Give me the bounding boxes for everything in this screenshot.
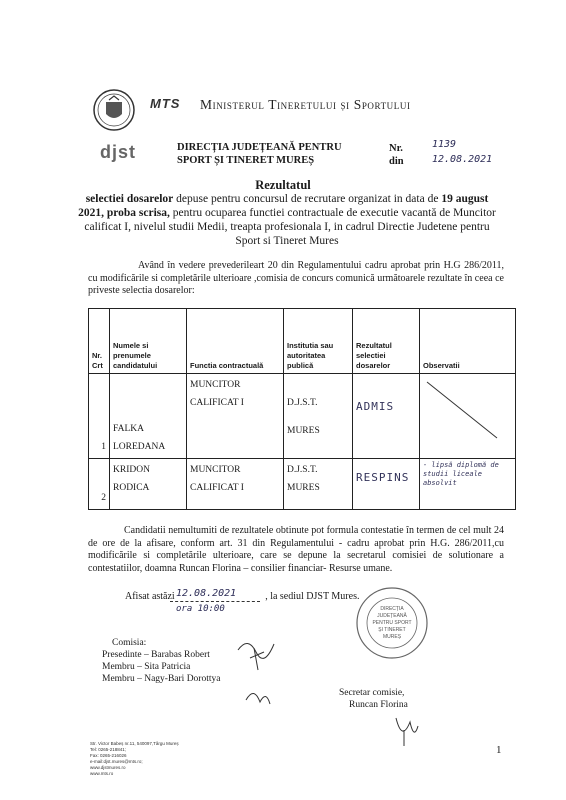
intro-paragraph: Având în vedere prevederileart 20 din Regulamentului cadru aprobat prin H.G 286/2011, cu modificările si completările ulterioare ,comisia de concurs comunică următoarele rezultate în ceea ce priveste selectia dosarelor: xyxy=(88,260,504,296)
page-number: 1 xyxy=(496,744,502,756)
row-institution-line2: MURES xyxy=(287,483,320,493)
subject-part3: 19 august 2021, proba scrisa, xyxy=(78,193,489,219)
djst-logo: djst xyxy=(100,142,137,162)
row-observations xyxy=(420,459,516,510)
commission-member: Membru – Nagy-Bari Dorottya xyxy=(102,674,221,684)
row-result-value: ADMIS xyxy=(356,400,395,413)
date-underline xyxy=(170,601,260,602)
row-function xyxy=(187,459,284,510)
registration-number: 1139 xyxy=(432,139,457,150)
address-line: Tel: 0265-218841; xyxy=(90,747,127,752)
header-name: Numele si prenumele candidatului xyxy=(110,309,187,374)
row-function xyxy=(187,374,284,459)
row-observations xyxy=(420,374,516,459)
row-name-line2: LOREDANA xyxy=(113,442,166,452)
subject-part4: pentru ocuparea functiei contractuale de executie vacantă de Muncitor calificat I, nivelul studii Medii, treapta profesionala I, in cadrul Directie Judetene pentru Sport si Tineret Mures xyxy=(84,207,496,247)
commission-member: Membru – Sita Patricia xyxy=(102,662,191,672)
results-table xyxy=(88,308,516,510)
table-header-row xyxy=(89,309,516,374)
stamp-line2: JUDEȚEANĂ xyxy=(377,613,407,619)
stamp-line4: ȘI TINERET xyxy=(378,627,406,633)
document-title: Rezultatul xyxy=(255,178,311,192)
row-name-line1: FALKA xyxy=(113,424,144,434)
table-row xyxy=(89,374,516,459)
strike-line xyxy=(423,376,503,446)
official-stamp xyxy=(355,586,429,660)
posted-suffix: , la sediul DJST Mures. xyxy=(265,591,360,602)
posted-prefix: Afisat astăzi xyxy=(125,591,175,602)
header-institution: Institutia sau autoritatea publică xyxy=(284,309,353,374)
secretary-name: Runcan Florina xyxy=(349,700,408,710)
posted-time: ora 10:00 xyxy=(176,604,225,614)
secretary-block xyxy=(339,687,408,711)
subject-part2: depuse pentru concursul de recrutare organizat in data de xyxy=(173,193,442,205)
document-subject xyxy=(72,192,502,248)
address-line: Str. Victor Babeș nr.11, 540097,Târgu Mureș xyxy=(90,741,179,746)
row-result xyxy=(353,459,420,510)
secretary-signature xyxy=(392,712,422,748)
directorate-name: DIRECȚIA JUDEȚEANĂ PENTRU SPORT ȘI TINERET MUREȘ xyxy=(177,142,342,166)
row-name-line2: RODICA xyxy=(113,483,150,493)
address-line: www.mts.ro xyxy=(90,771,114,776)
header-result: Rezultatul selectiei dosarelor xyxy=(353,309,420,374)
address-block xyxy=(90,741,179,777)
commission-block xyxy=(102,637,221,685)
stamp-line5: MUREȘ xyxy=(382,634,402,640)
row-result-value: RESPINS xyxy=(356,471,410,484)
address-line: Fax: 0265-216026 xyxy=(90,753,127,758)
header-nr: Nr. Crt xyxy=(89,309,110,374)
address-line: www.djstmures.ro xyxy=(90,765,126,770)
stamp-line1: DIRECȚIA xyxy=(380,606,404,612)
subject-part1: selectiei dosarelor xyxy=(85,193,174,205)
row-institution-line1: D.J.S.T. xyxy=(287,398,318,408)
row-nr: 2 xyxy=(89,459,110,510)
row-observations-text: - lipsă diplomă de studii liceale absolvit xyxy=(423,461,499,487)
commission-title: Comisia: xyxy=(112,638,147,648)
commission-member: Presedinte – Barabas Robert xyxy=(102,650,210,660)
row-result xyxy=(353,374,420,459)
ministry-name: Ministerul Tineretului și Sportului xyxy=(200,97,411,112)
row-name xyxy=(110,459,187,510)
row-institution xyxy=(284,459,353,510)
row-function-line1: MUNCITOR xyxy=(190,465,241,475)
din-label: din xyxy=(389,156,404,167)
row-institution-line1: D.J.S.T. xyxy=(287,465,318,475)
posted-date: 12.08.2021 xyxy=(176,588,237,599)
table-row xyxy=(89,459,516,510)
row-nr: 1 xyxy=(89,374,110,459)
coat-of-arms-logo xyxy=(92,88,136,132)
address-line: e-mail:djst.mures@mts.ro; xyxy=(90,759,143,764)
registration-labels xyxy=(389,142,404,168)
row-name xyxy=(110,374,187,459)
row-function-line1: MUNCITOR xyxy=(190,380,241,390)
header-function: Functia contractuală xyxy=(187,309,284,374)
row-function-line2: CALIFICAT I xyxy=(190,483,244,493)
signatures xyxy=(230,630,290,714)
appeal-paragraph: Candidatii nemultumiti de rezultatele obtinute pot formula contestatie în termen de cel mult 24 de ore de la afisare, conform art. 31 din Regulamentului - cadru aprobat prin H.G. 286/2011,cu modificările si completările ulterioare, care se depune la secretarul comisiei de solutionare a contestatiilor, doamna Runcan Florina – consilier financiar- Resurse umane. xyxy=(88,525,504,574)
secretary-title: Secretar comisie, xyxy=(339,688,405,698)
row-function-line2: CALIFICAT I xyxy=(190,398,244,408)
row-institution-line2: MURES xyxy=(287,426,320,436)
stamp-line3: PENTRU SPORT xyxy=(372,620,412,626)
registration-date: 12.08.2021 xyxy=(432,154,493,165)
row-name-line1: KRIDON xyxy=(113,465,150,475)
row-institution xyxy=(284,374,353,459)
mts-logo: MTS xyxy=(150,96,181,111)
nr-label: Nr. xyxy=(389,143,403,154)
header-observations: Observatii xyxy=(420,309,516,374)
